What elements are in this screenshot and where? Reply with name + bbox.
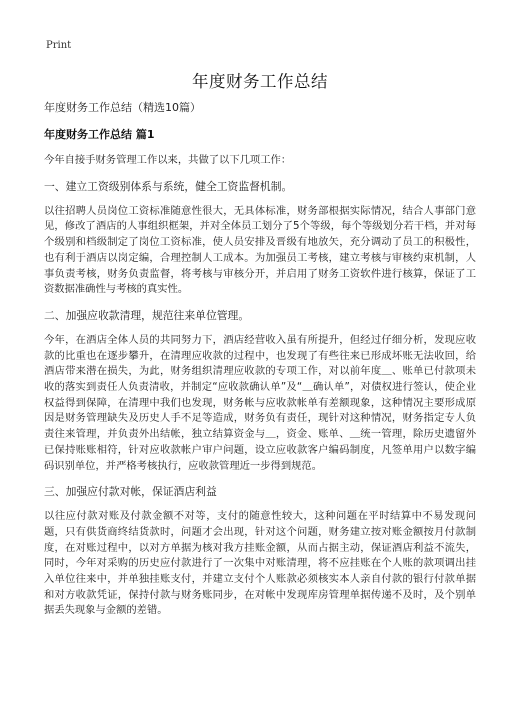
section-heading-1: 一、建立工资级别体系与系统，健全工资监督机制。 bbox=[44, 179, 293, 193]
document-body bbox=[44, 100, 476, 629]
section-title: 年度财务工作总结 篇1 bbox=[44, 128, 155, 141]
section-heading-3: 三、加强应付款对帐，保证酒店利益 bbox=[44, 485, 217, 499]
body-paragraph-2: 今年，在酒店全体人员的共同努力下，酒店经营收入虽有所提升，但经过仔细分析，发现应收款的比重也在逐步攀升，在清理应收款的过程中，也发现了有些往来已形成坏账无法收回，给酒店带来潜在损失，为此，财务组织清理应收款的专项工作，对以前年度＿、账单已付款项未收的落实到责任人负责清收，并制定“应收款确认单”及“＿确认单”，对债权进行签认，使企业权益得到保障，在清理中我们也发现，财务帐与应收款帐单有差额现象，这种情况主要形成原因是财务管理缺失及历史人手不足等造成，财务负有责任，现针对这种情况，财务指定专人负责往来管理，并负责外出结帐，独立结算资金与＿，资金、账单、＿统一管理，除历史遗留外已保持账账相符，针对应收款帐户审户问题，设立应收款客户编码制度，凡签单用户以数字编码识别单位，并严格考核执行，应收款管理近一步得到规范。 bbox=[44, 333, 476, 472]
section-heading-2: 二、加强应收款清理，规范往来单位管理。 bbox=[44, 308, 250, 322]
body-paragraph-3: 以往应付款对账及付款金额不对等，支付的随意性较大，这种问题在平时结算中不易发现问题，只有供货商终结货款时，问题才会出现，针对这个问题，财务建立按对账金额按月付款制度，在对账过程中，以对方单据为核对我方挂账金额，从而占据主动，保证酒店利益不流失，同时，今年对采购的历史应付款进行了一次集中对账清理，将不应挂账在个人账的款项调出挂入单位往来中，并单独挂账支付，并建立支付个人账款必须核实本人亲自付款的银行付款单据和对方收款凭证，保持付款与财务账同步，在对帐中发现库房管理单据传递不及时，及个别单据丢失现象与金额的差错。 bbox=[44, 510, 476, 617]
intro-paragraph: 今年自接手财务管理工作以来，共做了以下几项工作： bbox=[44, 154, 292, 166]
print-label: Print bbox=[46, 40, 72, 51]
page-title: 年度财务工作总结 bbox=[192, 72, 328, 91]
document-subtitle: 年度财务工作总结（精选10篇） bbox=[44, 101, 201, 114]
body-paragraph-1: 以往招聘人员岗位工资标准随意性很大，无具体标准，财务部根据实际情况，结合人事部门意见，修改了酒店的人事组织框架，并对全体员工划分了5个等级，每个等级划分若干档，并对每个级别和档级制定了岗位工资标准，使人员安排及晋级有地放矢，充分调动了员工的积极性，也有利于酒店以岗定编，合理控制人工成本。为加强员工考核，建立考核与审核约束机制，人事负责考核，财务负责监督，将考核与审核分开，并启用了财务工资软件进行核算，保证了工资数据准确性与考核的真实性。 bbox=[44, 204, 476, 296]
